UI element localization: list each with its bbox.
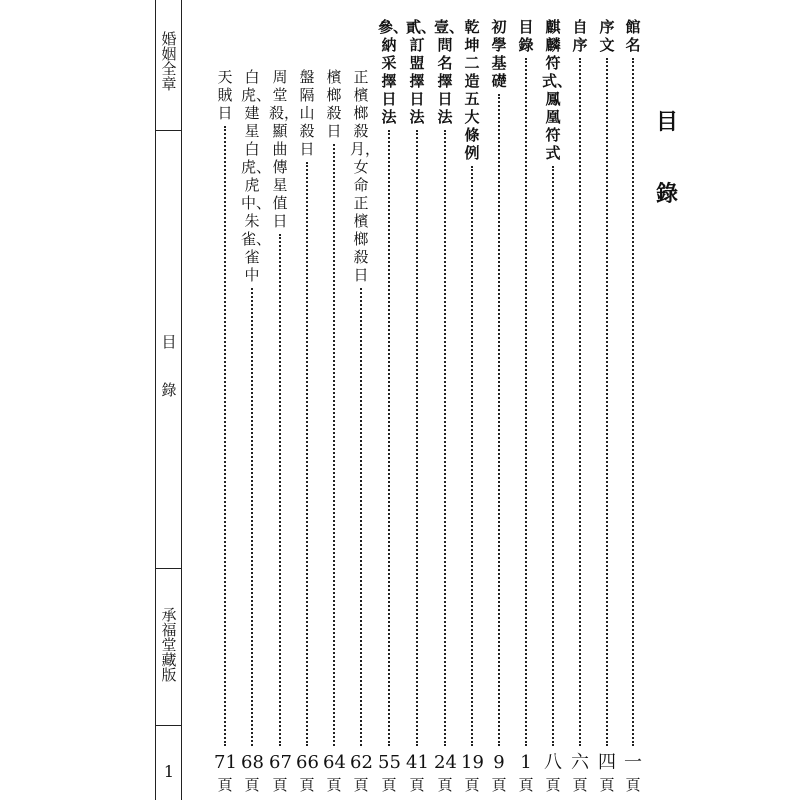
page-unit: 頁	[244, 776, 260, 794]
page-unit: 頁	[299, 776, 315, 794]
page-number: 1	[163, 762, 175, 781]
toc-entry-page	[406, 752, 428, 796]
toc-entry-page	[622, 752, 644, 796]
margin-rule-right	[181, 0, 182, 800]
toc-entry[interactable]	[350, 18, 381, 796]
page-ref: 66	[296, 752, 319, 773]
margin-divider	[155, 130, 182, 131]
page-unit: 頁	[381, 776, 397, 794]
toc-entry-label: 白虎、建星白虎、虎中、朱雀、雀中	[241, 68, 272, 284]
page-ref: 19	[461, 752, 484, 773]
leader-dots	[360, 288, 362, 746]
toc-entry-label: 館名	[625, 18, 641, 54]
toc-entry-page	[323, 752, 345, 796]
toc-entry[interactable]	[241, 18, 272, 796]
leader-dots	[416, 130, 418, 746]
toc-entry-label: 參、納采擇日法	[378, 18, 409, 126]
toc-entry[interactable]	[406, 18, 437, 796]
book-title: 婚姻全章	[161, 30, 177, 93]
toc-entry[interactable]	[323, 18, 345, 796]
margin-divider	[155, 725, 182, 726]
page-ref: 一	[624, 752, 642, 773]
leader-dots	[444, 130, 446, 746]
toc-entry[interactable]	[378, 18, 409, 796]
toc-entry-page	[269, 752, 291, 796]
toc-entry[interactable]	[269, 18, 300, 796]
page-ref: 67	[269, 752, 292, 773]
publisher: 承福堂藏版	[161, 606, 177, 684]
leader-dots	[279, 234, 281, 746]
page-unit: 頁	[545, 776, 561, 794]
page-ref: 55	[378, 752, 401, 773]
toc-entry-label: 正檳榔殺月，女命正檳榔殺日	[350, 68, 381, 284]
toc-entry-label: 自序	[572, 18, 588, 54]
leader-dots	[471, 166, 473, 746]
page-ref: 六	[571, 752, 589, 773]
page-unit: 頁	[464, 776, 480, 794]
page-ref: 八	[544, 752, 562, 773]
toc-entry[interactable]	[488, 18, 510, 796]
toc-entry-label: 貳、訂盟擇日法	[406, 18, 437, 126]
leader-dots	[632, 58, 634, 746]
toc-entry[interactable]	[622, 18, 644, 796]
toc-entry-page	[542, 752, 564, 796]
toc-entry[interactable]	[296, 18, 318, 796]
toc-entry-label: 乾坤二造五大條例	[464, 18, 480, 162]
toc-entry-label: 天賊日	[217, 68, 233, 122]
toc-entry-label: 檳榔殺日	[326, 68, 342, 140]
leader-dots	[224, 126, 226, 746]
section-label: 目錄	[161, 333, 177, 399]
page-ref: 68	[241, 752, 264, 773]
toc-entry[interactable]	[596, 18, 618, 796]
toc-entry-label: 盤隔山殺日	[299, 68, 315, 158]
leader-dots	[333, 144, 335, 746]
page-ref: 71	[214, 752, 237, 773]
page-unit: 頁	[217, 776, 233, 794]
leader-dots	[388, 130, 390, 746]
leader-dots	[606, 58, 608, 746]
toc-entry-page	[434, 752, 456, 796]
page-unit: 頁	[437, 776, 453, 794]
title-char: 目	[655, 109, 678, 135]
page-unit: 頁	[518, 776, 534, 794]
toc-entry-page	[378, 752, 400, 796]
toc-entry-page	[596, 752, 618, 796]
leader-dots	[579, 58, 581, 746]
toc-entry-label: 序文	[599, 18, 615, 54]
toc-entry-label: 初學基礎	[491, 18, 507, 90]
toc-entry-page	[214, 752, 236, 796]
page-ref: 1	[520, 752, 532, 773]
toc-entry-page	[350, 752, 372, 796]
leader-dots	[251, 288, 253, 746]
toc-entry-page	[296, 752, 318, 796]
margin-divider	[155, 568, 182, 569]
toc-entry-label: 周堂殺，顯曲傳星值日	[269, 68, 300, 230]
page-unit: 頁	[326, 776, 342, 794]
leader-dots	[552, 166, 554, 746]
page-unit: 頁	[625, 776, 641, 794]
toc-entry-label: 壹、問名擇日法	[434, 18, 465, 126]
toc-entry-page	[461, 752, 483, 796]
page-ref: 62	[350, 752, 373, 773]
page-title	[652, 110, 682, 206]
page-unit: 頁	[353, 776, 369, 794]
toc-entry[interactable]	[569, 18, 591, 796]
page-unit: 頁	[409, 776, 425, 794]
toc-entry-label: 麒麟符式、鳳凰符式	[542, 18, 573, 162]
toc-entry-page	[488, 752, 510, 796]
toc-entry[interactable]	[214, 18, 236, 796]
title-char: 錄	[655, 181, 678, 207]
toc-entry-label: 目錄	[518, 18, 534, 54]
page-ref: 四	[598, 752, 616, 773]
toc-entry-page	[569, 752, 591, 796]
page-unit: 頁	[599, 776, 615, 794]
leader-dots	[525, 58, 527, 746]
page-ref: 9	[493, 752, 505, 773]
toc-entry[interactable]	[515, 18, 537, 796]
page-unit: 頁	[272, 776, 288, 794]
page-unit: 頁	[572, 776, 588, 794]
page-ref: 24	[434, 752, 457, 773]
page-unit: 頁	[491, 776, 507, 794]
leader-dots	[498, 94, 500, 746]
leader-dots	[306, 162, 308, 746]
page-ref: 64	[323, 752, 346, 773]
page-ref: 41	[406, 752, 429, 773]
margin-rule-left	[155, 0, 156, 800]
toc-entry-page	[515, 752, 537, 796]
toc-entry[interactable]	[461, 18, 483, 796]
toc-entry[interactable]	[542, 18, 573, 796]
toc-entry[interactable]	[434, 18, 465, 796]
toc-entry-page	[241, 752, 263, 796]
